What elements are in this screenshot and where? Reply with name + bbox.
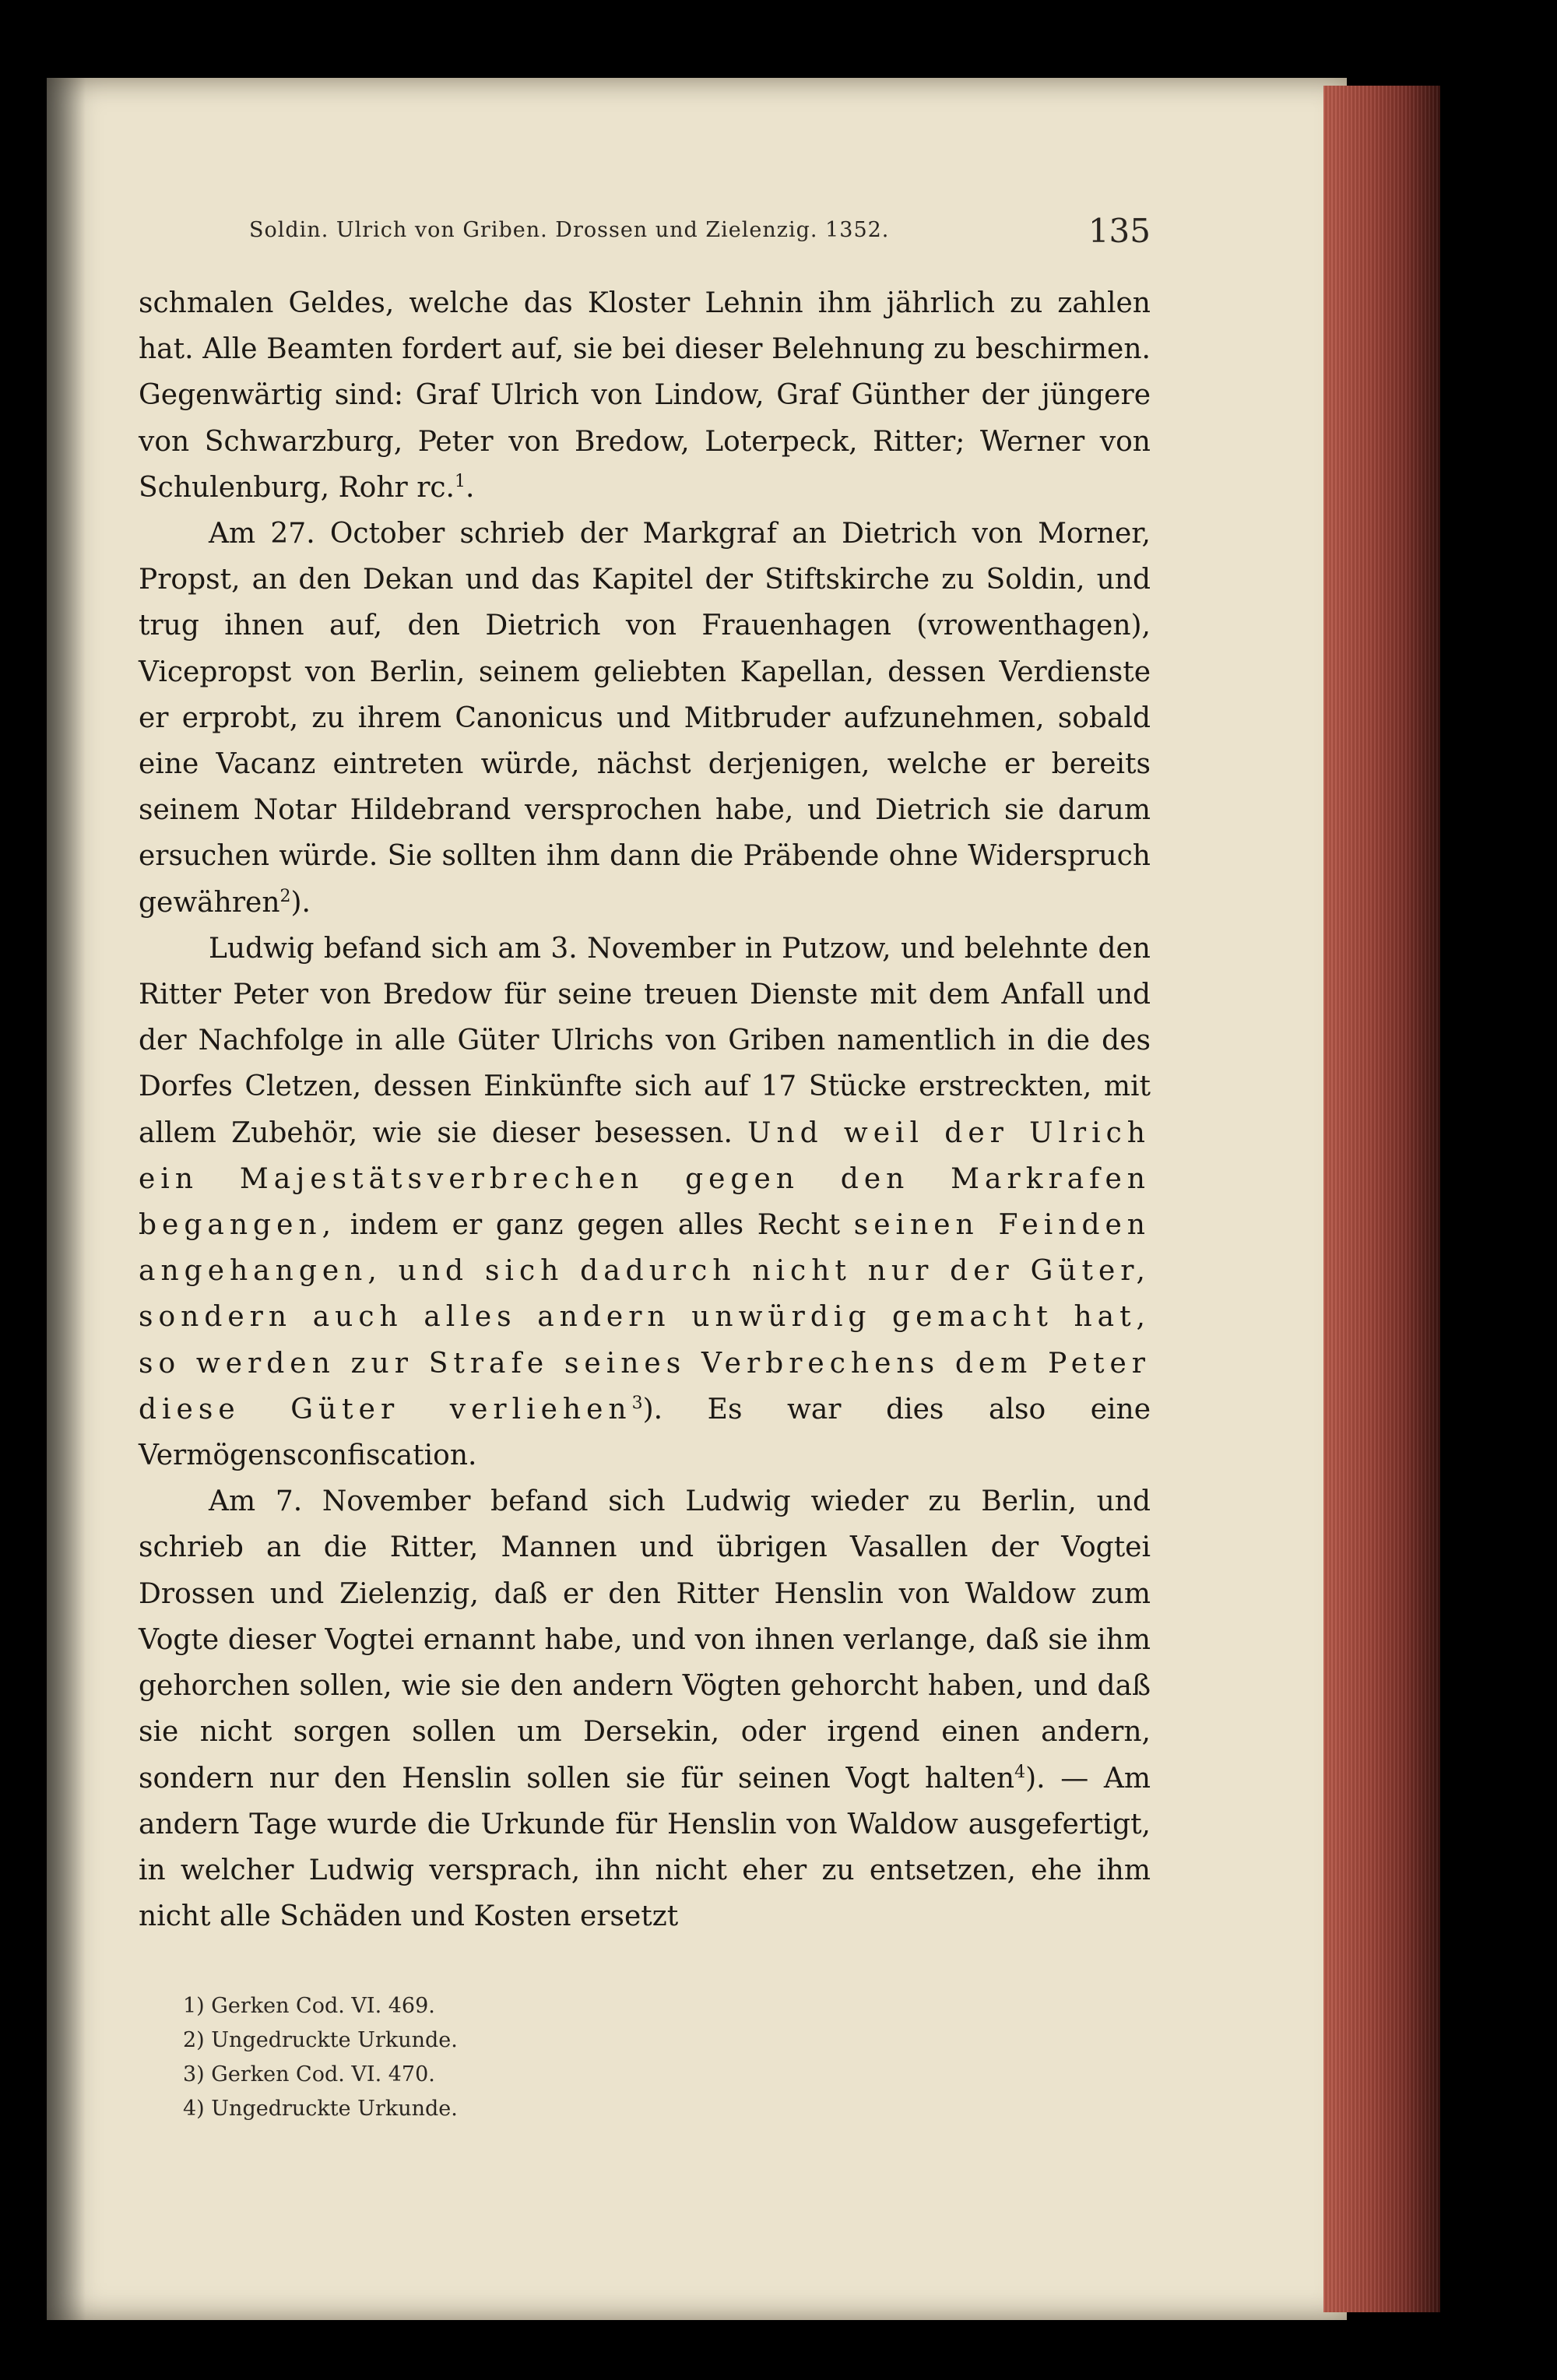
- spaced-emphasis: seinen Feinden angehangen, und sich dadurch nicht nur der Güter, sondern auch alles andern unwürdig gemacht hat, so werden zur Strafe seines Verbrechens dem Peter diese Güter verliehen: [139, 1209, 1151, 1426]
- paragraph-4: [139, 1478, 1151, 1939]
- page-edges: [1323, 86, 1440, 2312]
- spine-shadow: [47, 78, 86, 2320]
- paragraph-tail: ). — Am andern Tage wurde die Urkunde für Henslin von Waldow ausgefertigt, in welcher Ludwig versprach, ihn nicht eher zu entsetzen, ehe ihm nicht alle Schäden und Kosten ersetzt: [139, 1762, 1151, 1933]
- footnote-ref: 1: [455, 471, 466, 491]
- footnote-ref: 2: [279, 886, 291, 906]
- paragraph-2: [139, 511, 1151, 926]
- running-head: Soldin. Ulrich von Griben. Drossen und Zielenzig. 1352.: [249, 218, 890, 242]
- paragraph-3: [139, 926, 1151, 1478]
- paragraph-1: [139, 280, 1151, 511]
- footnote-ref: 4: [1014, 1762, 1026, 1782]
- spaced-emphasis: Und weil der Ulrich ein Majestätsverbrechen gegen den Markrafen begangen,: [139, 1116, 1151, 1242]
- paragraph-text: Ludwig befand sich am 3. November in Putzow, und belehnte den Ritter Peter von Bredow für seine treuen Dienste mit dem Anfall und der Nachfolge in alle Güter Ulrichs von Griben namentlich in die des Dorfes Cletzen, dessen Einkünfte sich auf 17 Stücke erstreckten, mit allem Zubehör, wie sie dieser besessen.: [139, 932, 1151, 1149]
- paragraph-tail: .: [466, 471, 475, 504]
- paragraph-tail: ).: [290, 886, 311, 919]
- paragraph-tail: ). Es war dies also eine Vermögensconfiscation.: [139, 1393, 1151, 1472]
- footnote: 4) Ungedruckte Urkunde.: [183, 2097, 458, 2121]
- paragraph-text: indem er ganz gegen alles Recht: [350, 1209, 841, 1242]
- body-text: [139, 280, 1151, 1933]
- footnote-ref: 3: [631, 1393, 643, 1413]
- paragraph-text: schmalen Geldes, welche das Kloster Lehnin ihm jährlich zu zahlen hat. Alle Beamten fordert auf, sie bei dieser Belehnung zu beschirmen. Gegenwärtig sind: Graf Ulrich von Lindow, Graf Günther der jüngere von Schwarzburg, Peter von Bredow, Loterpeck, Ritter; Werner von Schulenburg, Rohr rc.: [139, 287, 1151, 504]
- footnote: 1) Gerken Cod. VI. 469.: [183, 1994, 435, 2018]
- paragraph-text: Am 27. October schrieb der Markgraf an Dietrich von Morner, Propst, an den Dekan und das Kapitel der Stiftskirche zu Soldin, und trug ihnen auf, den Dietrich von Frauenhagen (vrowenthagen), Vicepropst von Berlin, seinem geliebten Kapellan, dessen Verdienste er erprobt, zu ihrem Canonicus und Mitbruder aufzunehmen, sobald eine Vacanz eintreten würde, nächst derjenigen, welche er bereits seinem Notar Hildebrand versprochen habe, und Dietrich sie darum ersuchen würde. Sie sollten ihm dann die Präbende ohne Widerspruch gewähren: [139, 518, 1151, 919]
- paragraph-text: Am 7. November befand sich Ludwig wieder zu Berlin, und schrieb an die Ritter, Mannen und übrigen Vasallen der Vogtei Drossen und Zielenzig, daß er den Ritter Henslin von Waldow zum Vogte dieser Vogtei ernannt habe, und von ihnen verlange, daß sie ihm gehorchen sollen, wie sie den andern Vögten gehorcht haben, und daß sie nicht sorgen sollen um Dersekin, oder irgend einen andern, sondern nur den Henslin sollen sie für seinen Vogt halten: [139, 1485, 1151, 1795]
- page-number: 135: [1088, 212, 1151, 250]
- footnotes: [183, 1989, 728, 2129]
- footnote: 3) Gerken Cod. VI. 470.: [183, 2062, 435, 2086]
- footnote: 2) Ungedruckte Urkunde.: [183, 2028, 458, 2052]
